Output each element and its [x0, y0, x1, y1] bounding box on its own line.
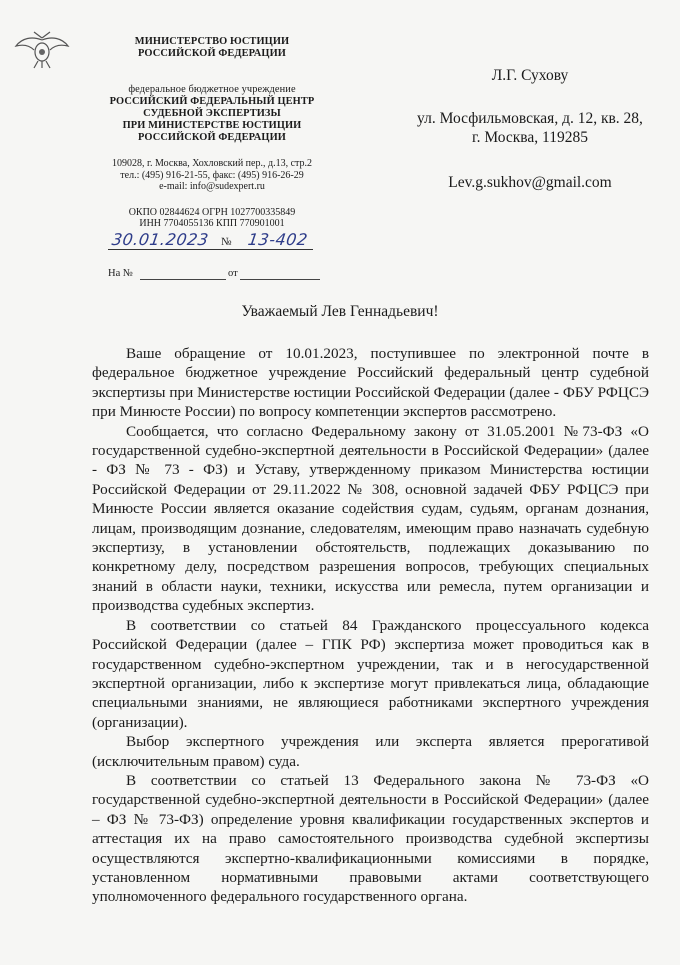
letterhead-organization	[92, 36, 332, 230]
recipient-street: ул. Мосфильмовская, д. 12, кв. 28,	[417, 110, 643, 127]
paragraph: Выбор экспертного учреждения или эксперта является прерогативой (исключительным правом) суда.	[92, 733, 649, 770]
coat-of-arms-emblem-icon	[12, 30, 72, 70]
recipient-name: Л.Г. Сухову	[491, 67, 569, 84]
handwritten-date: 30.01.2023	[110, 230, 210, 249]
ministry-name-line1: МИНИСТЕРСТВО ЮСТИЦИИ	[134, 36, 290, 47]
org-contacts	[92, 158, 332, 193]
registration-underline	[108, 249, 313, 250]
org-codes-line2: ИНН 7704055136 КПП 770901001	[139, 218, 285, 229]
paragraph: В соответствии со статьей 13 Федерального закона № 73-ФЗ «О государственной судебно-экспертной деятельности в Российской Федерации» (далее – ФЗ № 73-ФЗ) определение уровня квалификации государственных экспертов и аттестация их на право самостоятельного производства судебной экспертизы осуществляются экспертно-квалификационными комиссиями в порядке, установленном нормативными правовыми актами соответствующего уполномоченного федерального государственного органа.	[92, 771, 649, 906]
org-codes	[92, 207, 332, 230]
org-name-line4: РОССИЙСКОЙ ФЕДЕРАЦИИ	[138, 132, 286, 143]
reference-number-blank	[140, 279, 226, 280]
org-address: 109028, г. Москва, Хохловский пер., д.13, стр.2	[112, 158, 312, 169]
recipient-email: Lev.g.sukhov@gmail.com	[448, 174, 612, 191]
reference-line	[108, 268, 338, 282]
recipient-block	[400, 66, 660, 192]
org-type: федеральное бюджетное учреждение	[128, 84, 296, 95]
paragraph: Ваше обращение от 10.01.2023, поступившее по электронной почте в федеральное бюджетное учреждение Российский федеральный центр судебной экспертизы при Министерстве юстиции Российской Федерации (далее - ФБУ РФЦСЭ при Минюсте России) по вопросу компетенции экспертов рассмотрено.	[92, 345, 649, 421]
greeting: Уважаемый Лев Геннадьевич!	[241, 303, 439, 320]
recipient-city: г. Москва, 119285	[472, 129, 588, 146]
handwritten-number: 13-402	[246, 230, 310, 249]
org-codes-line1: ОКПО 02844624 ОГРН 1027700335849	[128, 206, 296, 218]
number-sign: №	[221, 236, 232, 248]
paragraph: В соответствии со статьей 84 Гражданского процессуального кодекса Российской Федерации (далее – ГПК РФ) экспертиза может проводиться как в государственном судебно-экспертном учреждении, так и в негосударственной экспертной организации, либо к экспертизе могут привлекаться лица, обладающие специальными знаниями, не являющиеся работниками экспертного учреждения (организации).	[92, 616, 649, 731]
letter-body	[92, 344, 649, 907]
ministry-name-line2: РОССИЙСКОЙ ФЕДЕРАЦИИ	[138, 48, 286, 59]
org-email: e-mail: info@sudexpert.ru	[159, 181, 265, 192]
org-name-line1: РОССИЙСКИЙ ФЕДЕРАЛЬНЫЙ ЦЕНТР	[109, 96, 315, 107]
reference-date-blank	[240, 279, 320, 280]
org-name-line3: ПРИ МИНИСТЕРСТВЕ ЮСТИЦИИ	[122, 120, 302, 131]
org-name-line2: СУДЕБНОЙ ЭКСПЕРТИЗЫ	[143, 108, 281, 119]
paragraph: Сообщается, что согласно Федеральному закону от 31.05.2001 №73-ФЗ «О государственной судебно-экспертной деятельности в Российской Федерации» (далее - ФЗ № 73 - ФЗ) и Уставу, утвержденному приказом Министерства юстиции Российской Федерации от 29.11.2022 № 308, основной задачей ФБУ РФЦСЭ при Минюсте России является оказание содействия судам, судьям, органам дознания, лицам, производящим дознание, следователям, имеющим право назначать судебную экспертизу, в установлении обстоятельств, подлежащих доказыванию по конкретному делу, посредством разрешения вопросов, требующих специальных знаний в области науки, техники, искусства или ремесла, путем организации и производства судебных экспертиз.	[92, 422, 649, 615]
reference-from-label: от	[228, 268, 238, 279]
org-phones: тел.: (495) 916-21-55, факс: (495) 916-26-29	[120, 169, 304, 181]
reference-number-label: На №	[108, 268, 133, 279]
outgoing-registration	[108, 230, 328, 254]
